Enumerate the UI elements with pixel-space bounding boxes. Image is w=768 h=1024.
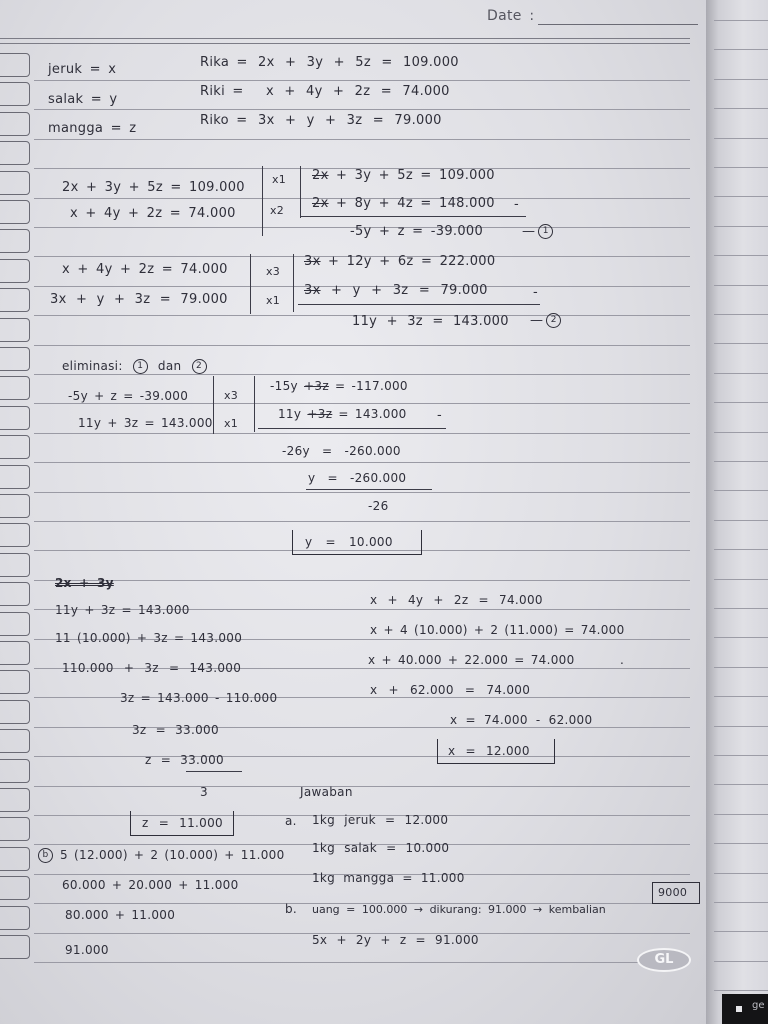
- adjacent-page-line: [714, 961, 768, 962]
- cancelled-term: 2x: [312, 196, 329, 211]
- adjacent-page-line: [714, 167, 768, 168]
- elim1-left-row-2: x + 4y + 2z = 74.000: [70, 206, 236, 221]
- person-equation-riki: x + 4y + 2z = 74.000: [266, 84, 450, 99]
- date-line: [538, 24, 698, 25]
- cancelled-term: 3x: [304, 254, 321, 269]
- answer-b-label: b.: [285, 902, 298, 916]
- elim3-right-row-1: [270, 378, 408, 394]
- subst-z-line-5: 3z = 33.000: [132, 723, 219, 737]
- adjacent-page-line: [714, 814, 768, 815]
- margin-box: [0, 141, 30, 165]
- equation-post: = -117.000: [335, 379, 408, 393]
- adjacent-page-line: [714, 79, 768, 80]
- elim2-underline: [298, 304, 540, 305]
- answer-z: z = 11.000: [142, 816, 223, 830]
- equation-ref: 2: [192, 359, 207, 374]
- margin-box: [0, 53, 30, 77]
- elim1-right-row-2: [312, 196, 495, 212]
- margin-box: [0, 318, 30, 342]
- adjacent-page-line: [714, 608, 768, 609]
- adjacent-page-line: [714, 549, 768, 550]
- adjacent-page-line: [714, 226, 768, 227]
- ruled-line: [34, 345, 690, 346]
- elim2-separator-right: [293, 254, 294, 312]
- adjacent-page-line: [714, 931, 768, 932]
- adjacent-page-line: [714, 726, 768, 727]
- adjacent-page-line: [714, 843, 768, 844]
- margin-box: [0, 641, 30, 665]
- adjacent-page-line: [714, 755, 768, 756]
- subst-x-line-2: x + 4 (10.000) + 2 (11.000) = 74.000: [370, 623, 625, 637]
- adjacent-page-line: [714, 579, 768, 580]
- definition-jeruk: jeruk = x: [48, 62, 117, 77]
- arrow-icon: —: [522, 224, 536, 239]
- ruled-line: [34, 756, 690, 757]
- answer-a-label: a.: [285, 814, 297, 828]
- answer-x: x = 12.000: [448, 744, 530, 758]
- adjacent-page-line: [714, 343, 768, 344]
- margin-box: [0, 523, 30, 547]
- margin-box: [0, 171, 30, 195]
- person-name-rika: Rika =: [200, 55, 248, 70]
- elim2-multiplier-1: x3: [266, 265, 281, 278]
- equation-ref: 1: [133, 359, 148, 374]
- margin-box: [0, 906, 30, 930]
- equation-rest: + 3y + 5z = 109.000: [336, 168, 495, 183]
- answer-b-text: uang = 100.000 → dikurang: 91.000 → kembalian: [312, 903, 606, 916]
- elim2-left-row-1: x + 4y + 2z = 74.000: [62, 262, 228, 277]
- elim3-multiplier-1: x3: [224, 389, 239, 402]
- adjacent-page-line: [714, 49, 768, 50]
- subst-z-denominator: 3: [200, 785, 208, 799]
- equation-rest: + y + 3z = 79.000: [331, 283, 488, 298]
- adjacent-page-line: [714, 196, 768, 197]
- adjacent-page-line: [714, 990, 768, 991]
- equation-tag: 2: [546, 313, 561, 328]
- equation-pre: -15y: [270, 379, 298, 393]
- elim2-multiplier-2: x1: [266, 294, 281, 307]
- adjacent-page-line: [714, 20, 768, 21]
- elim2-tag: [530, 313, 564, 329]
- margin-box: [0, 82, 30, 106]
- person-equation-rika: 2x + 3y + 5z = 109.000: [258, 55, 459, 70]
- adjacent-page-line: [714, 314, 768, 315]
- margin-box: [0, 582, 30, 606]
- subst-z-line-2: 11 (10.000) + 3z = 143.000: [55, 631, 243, 645]
- ruled-line: [34, 80, 690, 81]
- answers-title: Jawaban: [300, 785, 353, 799]
- elim1-separator-right: [300, 166, 301, 218]
- ruled-line: [34, 139, 690, 140]
- part-b-marker: [35, 847, 56, 863]
- elim2-result: 11y + 3z = 143.000: [352, 314, 509, 329]
- elim3-title: [62, 358, 210, 374]
- elim3-separator-left: [213, 376, 214, 434]
- elim2-right-row-1: [304, 254, 495, 270]
- ruled-line: [34, 521, 690, 522]
- elim3-left-row-1: -5y + z = -39.000: [68, 389, 189, 403]
- person-name-riko: Riko =: [200, 113, 248, 128]
- person-name-riki: Riki =: [200, 84, 244, 99]
- part-b-marker-circle: b: [38, 848, 53, 863]
- margin-box: [0, 553, 30, 577]
- adjacent-page-edge: [706, 0, 768, 1024]
- elim1-multiplier-1: x1: [272, 173, 287, 186]
- header-double-line-bottom: [0, 43, 690, 44]
- adjacent-page-line: [714, 873, 768, 874]
- subst-z-line-4: 3z = 143.000 - 110.000: [120, 691, 278, 705]
- elim1-underline: [300, 216, 526, 217]
- elim3-step-1: -26y = -260.000: [282, 444, 401, 458]
- margin-box: [0, 200, 30, 224]
- ruled-line: [34, 462, 690, 463]
- elim3-title-text: eliminasi:: [62, 359, 123, 373]
- elim3-right-row-2: [278, 406, 407, 422]
- ruled-line: [34, 109, 690, 110]
- answer-b-change: 9000: [658, 886, 688, 899]
- arrow-icon: —: [530, 313, 544, 328]
- adjacent-page-line: [714, 432, 768, 433]
- fraction-line: [186, 771, 242, 772]
- cancelled-term: 3x: [304, 283, 321, 298]
- cancelled-term: +3z: [304, 379, 329, 393]
- elim3-multiplier-2: x1: [224, 417, 239, 430]
- ruled-line: [34, 962, 690, 963]
- adjacent-page-line: [714, 784, 768, 785]
- adjacent-page-line: [714, 138, 768, 139]
- answer-a-item-2: 1kg salak = 10.000: [312, 841, 450, 855]
- margin-box: [0, 935, 30, 959]
- definition-salak: salak = y: [48, 92, 118, 107]
- margin-box: [0, 494, 30, 518]
- background-corner: [722, 994, 768, 1024]
- corner-text: ge: [752, 1000, 765, 1011]
- margin-box: [0, 435, 30, 459]
- equation-pre: 11y: [278, 407, 302, 421]
- adjacent-page-line: [714, 108, 768, 109]
- subst-x-line-1: x + 4y + 2z = 74.000: [370, 593, 543, 607]
- adjacent-page-line: [714, 461, 768, 462]
- elim2-separator-left: [250, 254, 251, 314]
- subst-z-line-1: 11y + 3z = 143.000: [55, 603, 190, 617]
- elim1-multiplier-2: x2: [270, 204, 285, 217]
- elim3-joiner: dan: [157, 359, 182, 373]
- adjacent-page-line: [714, 902, 768, 903]
- elim3-separator-right: [254, 376, 255, 432]
- elim2-operator: -: [533, 285, 538, 300]
- margin-box: [0, 259, 30, 283]
- equation-post: = 143.000: [338, 407, 407, 421]
- equation-tag: 1: [538, 224, 553, 239]
- margin-box: [0, 876, 30, 900]
- definition-mangga: mangga = z: [48, 121, 137, 136]
- margin-box: [0, 112, 30, 136]
- subst-x-line-4: x + 62.000 = 74.000: [370, 683, 531, 697]
- ruled-line: [34, 492, 690, 493]
- margin-box: [0, 817, 30, 841]
- elim2-right-row-2: [304, 283, 488, 299]
- ruled-line: [34, 433, 690, 434]
- margin-box: [0, 376, 30, 400]
- margin-box: [0, 759, 30, 783]
- adjacent-page-line: [714, 255, 768, 256]
- ruled-line: [34, 786, 690, 787]
- margin-box: [0, 229, 30, 253]
- header-double-line-top: [0, 38, 690, 39]
- elim3-step-2: y = -260.000: [308, 471, 407, 485]
- margin-box: [0, 612, 30, 636]
- margin-box: [0, 729, 30, 753]
- answer-b-equation: 5x + 2y + z = 91.000: [312, 933, 479, 947]
- part-b-line-2: 60.000 + 20.000 + 11.000: [62, 878, 239, 892]
- margin-box: [0, 406, 30, 430]
- ruled-line: [34, 580, 690, 581]
- elim1-tag: [522, 224, 556, 240]
- struck-note: 2x + 3y: [55, 576, 114, 590]
- subst-x-line-5: x = 74.000 - 62.000: [450, 713, 593, 727]
- fraction-line: [306, 489, 432, 490]
- elim3-left-row-2: 11y + 3z = 143.000: [78, 416, 213, 430]
- margin-box: [0, 700, 30, 724]
- subst-z-line-3: 110.000 + 3z = 143.000: [62, 661, 242, 675]
- margin-box: [0, 670, 30, 694]
- elim1-left-row-1: 2x + 3y + 5z = 109.000: [62, 180, 245, 195]
- margin-box: [0, 347, 30, 371]
- equation-rest: + 12y + 6z = 222.000: [328, 254, 496, 269]
- date-label: Date :: [487, 8, 535, 24]
- elim1-result: -5y + z = -39.000: [350, 224, 484, 239]
- margin-box: [0, 465, 30, 489]
- adjacent-page-line: [714, 637, 768, 638]
- margin-box: [0, 288, 30, 312]
- subst-x-line-3: x + 40.000 + 22.000 = 74.000: [368, 653, 575, 667]
- elim3-underline: [258, 428, 446, 429]
- part-b-line-4: 91.000: [65, 943, 109, 957]
- answer-y: y = 10.000: [305, 535, 393, 549]
- cancelled-term: +3z: [307, 407, 333, 421]
- elim2-left-row-2: 3x + y + 3z = 79.000: [50, 292, 228, 307]
- part-b-line-3: 80.000 + 11.000: [65, 908, 176, 922]
- brand-logo: GL: [637, 948, 691, 972]
- adjacent-page-line: [714, 490, 768, 491]
- adjacent-page-line: [714, 520, 768, 521]
- margin-box: [0, 788, 30, 812]
- ruled-line: [34, 374, 690, 375]
- cancelled-term: 2x: [312, 168, 329, 183]
- margin-box: [0, 847, 30, 871]
- elim1-separator-left: [262, 166, 263, 236]
- corner-dot: [736, 1006, 742, 1012]
- answer-a-item-1: 1kg jeruk = 12.000: [312, 813, 449, 827]
- adjacent-page-line: [714, 667, 768, 668]
- adjacent-page-line: [714, 402, 768, 403]
- elim1-right-row-1: [312, 168, 495, 184]
- subst-z-line-6: z = 33.000: [145, 753, 224, 767]
- elim1-operator: -: [514, 197, 519, 212]
- answer-a-item-3: 1kg mangga = 11.000: [312, 871, 465, 885]
- elim3-denominator: -26: [368, 499, 389, 513]
- part-b-line-1: 5 (12.000) + 2 (10.000) + 11.000: [60, 848, 285, 862]
- adjacent-page-line: [714, 696, 768, 697]
- equation-rest: + 8y + 4z = 148.000: [336, 196, 495, 211]
- adjacent-page-line: [714, 285, 768, 286]
- person-equation-riko: 3x + y + 3z = 79.000: [258, 113, 442, 128]
- subst-x-trailing-dot: .: [620, 653, 625, 667]
- adjacent-page-line: [714, 373, 768, 374]
- elim3-operator: -: [437, 408, 442, 423]
